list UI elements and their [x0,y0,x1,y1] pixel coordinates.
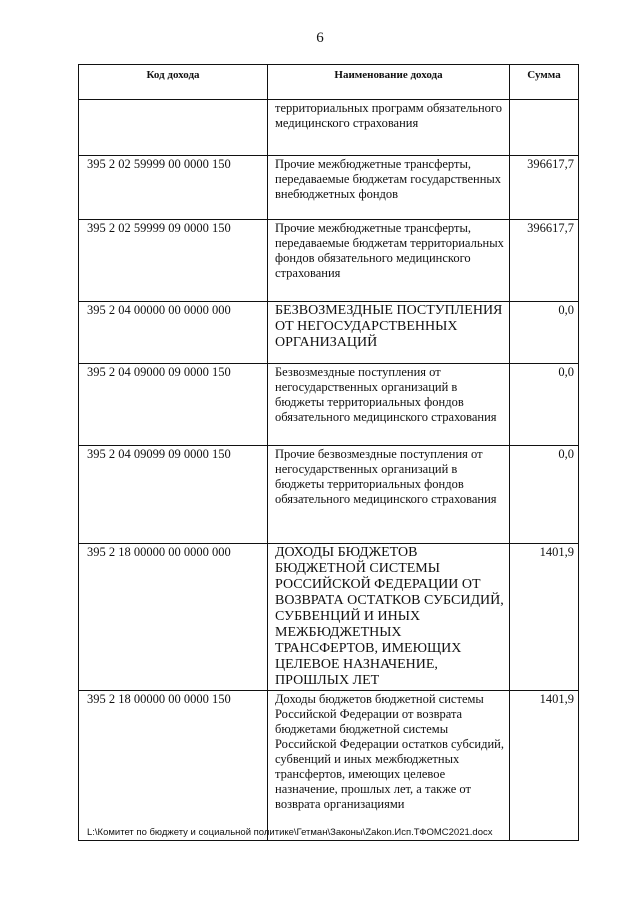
row-name: Прочие межбюджетные трансферты, передаваемые бюджетам государственных внебюджетных фондов [268,156,510,220]
row-code: 395 2 18 00000 00 0000 150 [79,691,268,841]
row-name: ДОХОДЫ БЮДЖЕТОВ БЮДЖЕТНОЙ СИСТЕМЫ РОССИЙСКОЙ ФЕДЕРАЦИИ ОТ ВОЗВРАТА ОСТАТКОВ СУБСИДИЙ, СУБВЕНЦИЙ И ИНЫХ МЕЖБЮДЖЕТНЫХ ТРАНСФЕРТОВ, ИМЕЮЩИХ ЦЕЛЕВОЕ НАЗНАЧЕНИЕ, ПРОШЛЫХ ЛЕТ [268,544,510,691]
row-code: 395 2 02 59999 09 0000 150 [79,220,268,302]
table-row [79,100,579,156]
row-code: 395 2 18 00000 00 0000 000 [79,544,268,691]
table-row [79,691,579,841]
row-sum: 1401,9 [510,544,579,691]
row-name: территориальных программ обязательного медицинского страхования [268,100,510,156]
header-code: Код дохода [79,65,268,100]
row-sum: 1401,9 [510,691,579,841]
row-sum: 396617,7 [510,220,579,302]
table-row [79,220,579,302]
row-code: 395 2 04 00000 00 0000 000 [79,302,268,364]
row-sum: 396617,7 [510,156,579,220]
row-sum: 0,0 [510,364,579,446]
table-row [79,544,579,691]
table-row [79,364,579,446]
row-name: Прочие межбюджетные трансферты, передаваемые бюджетам территориальных фондов обязательного медицинского страхования [268,220,510,302]
page-number: 6 [316,30,324,46]
row-code: 395 2 02 59999 00 0000 150 [79,156,268,220]
file-path-footer: L:\Комитет по бюджету и социальной политике\Гетман\Законы\Zakon.Исп.ТФОМС2021.docx [87,827,493,838]
table-row [79,156,579,220]
row-sum [510,100,579,156]
row-code [79,100,268,156]
row-sum: 0,0 [510,446,579,544]
row-code: 395 2 04 09000 09 0000 150 [79,364,268,446]
income-table [78,64,579,841]
row-code: 395 2 04 09099 09 0000 150 [79,446,268,544]
header-name: Наименование дохода [268,65,510,100]
row-name: Безвозмездные поступления от негосударственных организаций в бюджеты территориальных фондов обязательного медицинского страхования [268,364,510,446]
row-sum: 0,0 [510,302,579,364]
table-header-row [79,65,579,100]
row-name: Доходы бюджетов бюджетной системы Российской Федерации от возврата бюджетами бюджетной системы Российской Федерации остатков субсидий, субвенций и иных межбюджетных трансфертов, имеющих целевое назначение, прошлых лет, а также от возврата организациями [268,691,510,841]
table-row [79,302,579,364]
table-row [79,446,579,544]
row-name: Прочие безвозмездные поступления от негосударственных организаций в бюджеты территориальных фондов обязательного медицинского страхования [268,446,510,544]
header-sum: Сумма [510,65,579,100]
row-name: БЕЗВОЗМЕЗДНЫЕ ПОСТУПЛЕНИЯ ОТ НЕГОСУДАРСТВЕННЫХ ОРГАНИЗАЦИЙ [268,302,510,364]
